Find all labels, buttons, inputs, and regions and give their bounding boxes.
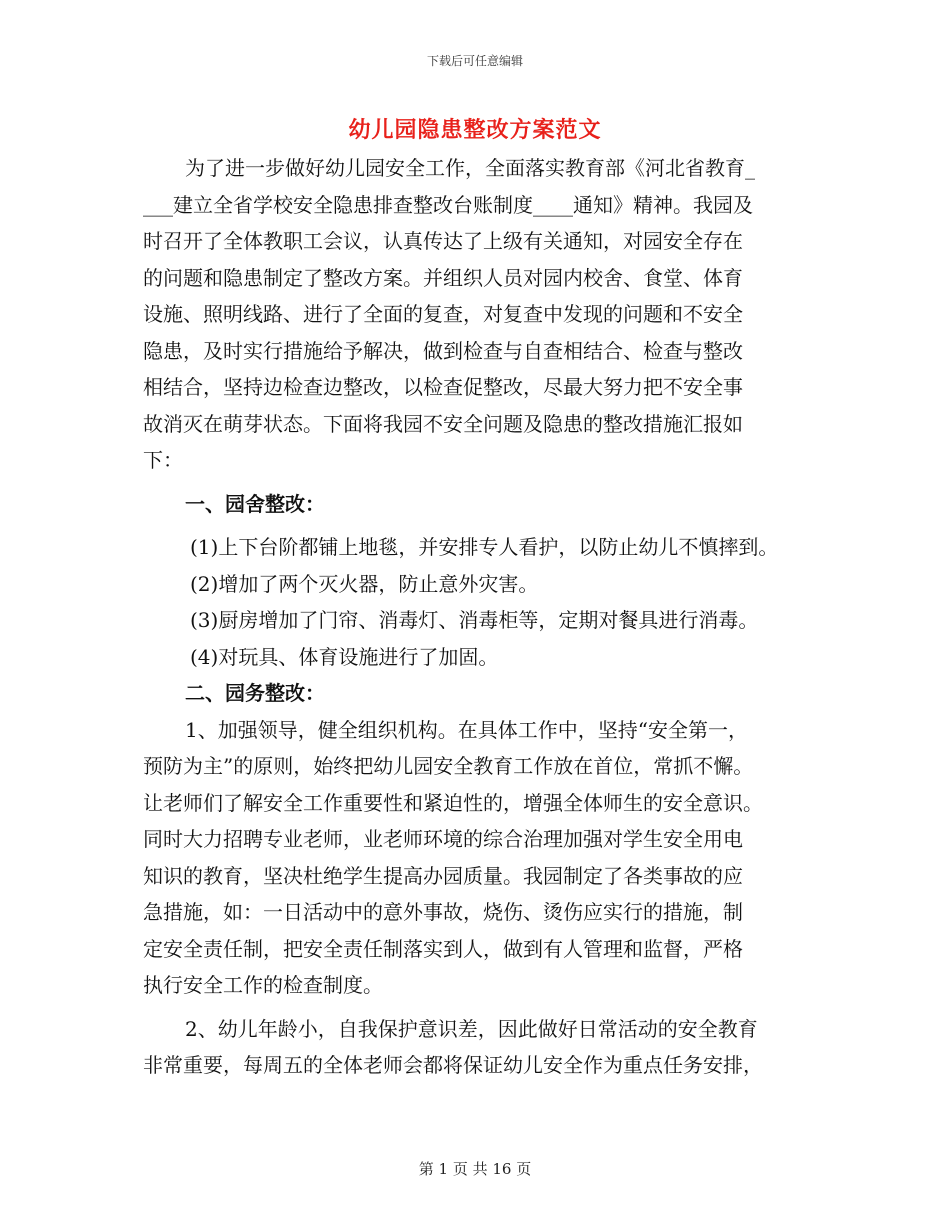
- text-line: 非常重要，每周五的全体老师会都将保证幼儿安全作为重点任务安排，: [143, 1053, 763, 1077]
- text-line: 设施、照明线路、进行了全面的复查，对复查中发现的问题和不安全: [143, 302, 743, 326]
- text-line: 2、幼儿年龄小，自我保护意识差，因此做好日常活动的安全教育: [185, 1016, 758, 1041]
- affairs-paragraph-1: [143, 712, 823, 1004]
- list-item: (1)上下台阶都铺上地毯，并安排专人看护，以防止幼儿不慎摔到。: [190, 535, 779, 559]
- intro-paragraph: [143, 150, 823, 479]
- text-line: 的问题和隐患制定了整改方案。并组织人员对园内校舍、食堂、体育: [143, 265, 743, 290]
- page-header: 下载后可任意编辑: [426, 54, 523, 68]
- section-heading-building: 一、园舍整改：: [185, 491, 325, 516]
- text-line: 时召开了全体教职工会议，认真传达了上级有关通知，对园安全存在: [143, 229, 743, 253]
- affairs-paragraph-2: [143, 1011, 823, 1084]
- text-line: 让老师们了解安全工作重要性和紧迫性的，增强全体师生的安全意识。: [143, 790, 763, 815]
- list-item: (4)对玩具、体育设施进行了加固。: [190, 644, 499, 669]
- text-line: 急措施，如：一日活动中的意外事故，烧伤、烫伤应实行的措施，制: [143, 900, 743, 924]
- text-line: 隐患，及时实行措施给予解决，做到检查与自查相结合、检查与整改: [143, 338, 743, 363]
- list-item: (3)厨房增加了门帘、消毒灯、消毒柜等，定期对餐具进行消毒。: [190, 608, 759, 632]
- text-line: 1、加强领导，健全组织机构。在具体工作中，坚持“安全第一，: [185, 717, 748, 742]
- building-items-list: [143, 529, 823, 675]
- text-line: ___建立全省学校安全隐患排查整改台账制度____通知》精神。我园及: [143, 192, 753, 217]
- text-line: 预防为主”的原则，始终把幼儿园安全教育工作放在首位，常抓不懈。: [143, 754, 754, 778]
- text-line: 定安全责任制，把安全责任制落实到人，做到有人管理和监督，严格: [143, 936, 743, 961]
- text-line: 知识的教育，坚决杜绝学生提高办园质量。我园制定了各类事故的应: [143, 863, 743, 888]
- text-line: 故消灭在萌芽状态。下面将我园不安全问题及隐患的整改措施汇报如: [143, 411, 743, 436]
- text-line: 同时大力招聘专业老师，业老师环境的综合治理加强对学生安全用电: [143, 827, 743, 851]
- text-line: 下：: [143, 448, 183, 472]
- text-line: 执行安全工作的检查制度。: [143, 973, 383, 997]
- text-line: 为了进一步做好幼儿园安全工作，全面落实教育部《河北省教育_: [185, 156, 755, 180]
- section-heading-affairs: 二、园务整改：: [185, 681, 325, 705]
- document-body: [143, 150, 823, 1084]
- document-title: 幼儿园隐患整改方案范文: [348, 117, 602, 143]
- list-item: (2)增加了两个灭火器，防止意外灾害。: [190, 571, 539, 596]
- page-footer: 第 1 页 共 16 页: [418, 1160, 532, 1178]
- text-line: 相结合，坚持边检查边整改，以检查促整改，尽最大努力把不安全事: [143, 375, 743, 399]
